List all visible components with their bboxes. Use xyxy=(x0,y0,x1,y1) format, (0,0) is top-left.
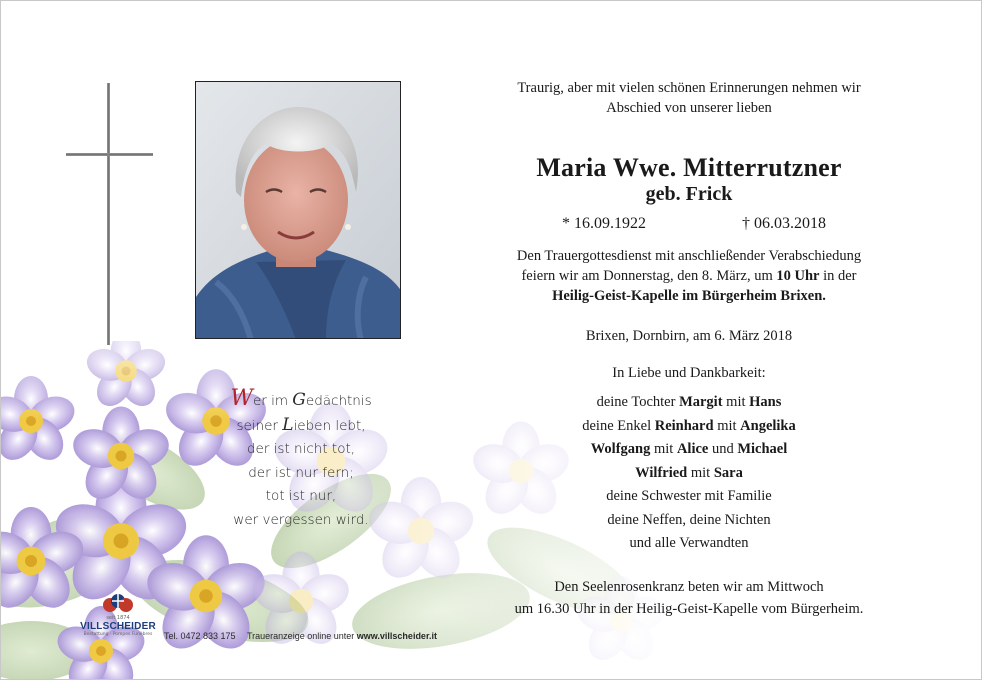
online-notice xyxy=(247,631,437,641)
poem-line-1 xyxy=(201,386,401,414)
funeral-home-logo xyxy=(73,591,163,637)
logo-emblem-icon xyxy=(100,591,136,615)
poem-text: ieben lebt, xyxy=(293,417,366,434)
poem-cap: G xyxy=(292,390,306,410)
mourner-name: Angelika xyxy=(740,417,796,434)
service-time: 10 Uhr xyxy=(776,268,820,284)
mourner-line xyxy=(451,509,927,533)
mourner-name: Wilfried xyxy=(635,464,688,481)
poem-line-3: der ist nicht tot, xyxy=(246,441,356,457)
mourner-text: mit xyxy=(687,464,714,481)
poem-text: seiner xyxy=(236,417,283,434)
mourner-name: Michael xyxy=(737,441,788,457)
intro-line-1: Traurig, aber mit vielen schönen Erinnerungen nehmen wir xyxy=(517,80,861,96)
poem-initial: W xyxy=(230,386,253,411)
portrait-photo xyxy=(195,81,401,339)
poem-line-5: tot ist nur, xyxy=(265,488,337,504)
mourner-text: deine Schwester mit Familie xyxy=(606,488,772,504)
mourner-line xyxy=(451,462,927,486)
mourner-name: Reinhard xyxy=(654,417,714,434)
cross-icon xyxy=(107,83,110,345)
mourner-text: deine Neffen, deine Nichten xyxy=(607,511,771,528)
intro-line-2: Abschied von unserer lieben xyxy=(606,100,772,116)
memorial-poem xyxy=(201,386,401,532)
mourner-name: Sara xyxy=(713,464,743,481)
mourner-name: Margit xyxy=(679,394,723,410)
rosary-line-2: um 16.30 Uhr in der Heilig-Geist-Kapelle vom Bürgerheim. xyxy=(514,601,864,617)
online-notice-text: Traueranzeige online unter xyxy=(247,631,357,641)
logo-name: VILLSCHEIDER xyxy=(80,621,156,632)
mourner-line xyxy=(451,485,927,509)
mourner-text: mit xyxy=(713,417,741,434)
mourner-text: mit xyxy=(722,394,750,410)
mourner-text: deine Tochter xyxy=(596,394,680,410)
mourner-text: und xyxy=(708,441,738,457)
phone-number: Tel. 0472 833 175 xyxy=(164,631,236,641)
logo-est: seit 1874 xyxy=(106,615,130,621)
service-line-2 xyxy=(451,266,927,286)
mourner-name: Wolfgang xyxy=(590,441,651,457)
birth-date: * 16.09.1922 xyxy=(562,215,646,232)
mourner-line xyxy=(451,532,927,556)
service-text: in der xyxy=(819,268,857,284)
poem-line-4: der ist nur fern; xyxy=(248,464,354,481)
life-dates xyxy=(451,213,927,235)
death-date: † 06.03.2018 xyxy=(742,215,826,232)
poem-line-2 xyxy=(201,414,401,439)
mourner-line xyxy=(451,391,927,415)
poem-text: er im xyxy=(252,393,293,409)
rosary-line-1: Den Seelenrosenkranz beten wir am Mittwoch xyxy=(554,579,824,595)
mourner-text: deine Enkel xyxy=(582,417,655,434)
mourner-name: Hans xyxy=(749,394,782,410)
cross-icon-bar xyxy=(66,153,153,156)
poem-text: edächtnis xyxy=(305,393,372,409)
service-location: Heilig-Geist-Kapelle im Bürgerheim Brixen. xyxy=(552,288,826,304)
mourner-name: Alice xyxy=(676,441,709,457)
deceased-name: Maria Wwe. Mitterrutzner xyxy=(536,153,842,182)
place-date: Brixen, Dornbirn, am 6. März 2018 xyxy=(585,328,793,344)
service-text: feiern wir am Donnerstag, den 8. März, um xyxy=(521,268,777,284)
logo-subtitle: Bestattung · Pompes Funèbres xyxy=(83,632,153,637)
website-link[interactable]: www.villscheider.it xyxy=(356,631,437,641)
mourner-text: mit xyxy=(650,441,677,457)
service-line-1: Den Trauergottesdienst mit anschließender Verabschiedung xyxy=(516,248,862,264)
mourner-text: und alle Verwandten xyxy=(629,535,749,551)
poem-line-6: wer vergessen wird. xyxy=(233,511,369,528)
gratitude-line: In Liebe und Dankbarkeit: xyxy=(612,365,766,381)
mourners-list xyxy=(451,391,927,556)
birth-name: geb. Frick xyxy=(645,183,733,205)
mourner-line xyxy=(451,415,927,439)
poem-cap: L xyxy=(282,414,294,435)
mourner-line xyxy=(451,438,927,462)
